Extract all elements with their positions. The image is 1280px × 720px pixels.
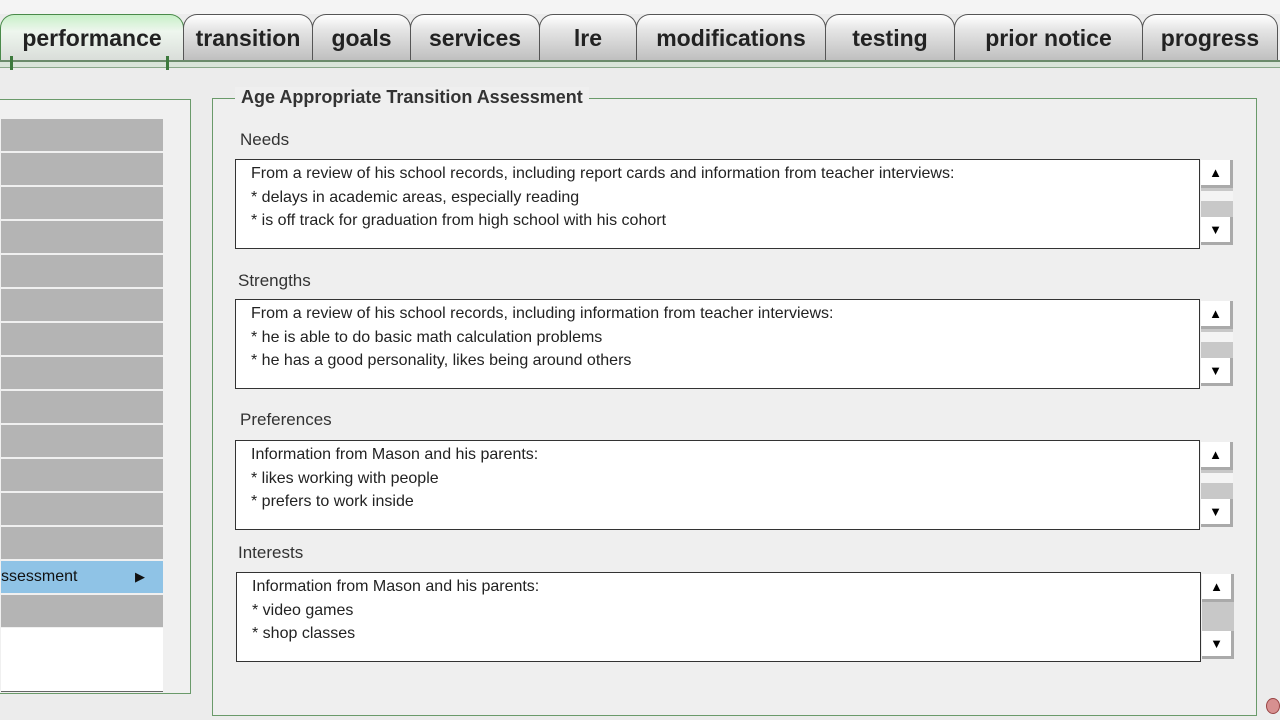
scroll-thumb[interactable]: [1201, 473, 1233, 483]
scroll-down-icon[interactable]: ▼: [1202, 631, 1234, 659]
sidebar-item[interactable]: [1, 595, 163, 627]
sidebar-item[interactable]: [1, 221, 163, 253]
scroll-up-icon[interactable]: ▲: [1201, 301, 1233, 329]
sidebar-item[interactable]: [1, 357, 163, 389]
text-line: From a review of his school records, including information from teacher interviews:: [251, 305, 834, 322]
needs-textarea[interactable]: [235, 159, 1200, 249]
scroll-up-icon[interactable]: ▲: [1202, 574, 1234, 602]
scroll-thumb[interactable]: [1201, 332, 1233, 342]
tab-marker: [10, 56, 13, 70]
scroll-track[interactable]: [1202, 602, 1234, 631]
text-line: * likes working with people: [251, 469, 439, 487]
strengths-label: Strengths: [238, 271, 311, 290]
interests-scrollbar[interactable]: [1202, 574, 1234, 664]
tab-prior-notice[interactable]: prior notice: [954, 14, 1143, 62]
sidebar-item[interactable]: [1, 153, 163, 185]
arrow-right-icon: ▶: [135, 569, 145, 584]
tab-testing[interactable]: testing: [825, 14, 955, 62]
tab-services[interactable]: services: [410, 14, 540, 62]
tab-performance[interactable]: performance: [0, 14, 184, 62]
tab-progress[interactable]: progress: [1142, 14, 1278, 62]
preferences-label: Preferences: [240, 410, 332, 429]
tab-bar: [0, 14, 1280, 62]
scroll-up-icon[interactable]: ▲: [1201, 160, 1233, 188]
transition-assessment-panel: [212, 87, 1257, 716]
sidebar-item[interactable]: [1, 119, 163, 151]
tab-marker: [166, 56, 169, 70]
strengths-textarea[interactable]: [235, 299, 1200, 389]
sidebar-item[interactable]: [1, 527, 163, 559]
sidebar-item-label: ssessment: [1, 568, 78, 585]
sidebar-item[interactable]: [1, 493, 163, 525]
tab-transition[interactable]: transition: [183, 14, 313, 62]
sidebar-item[interactable]: [1, 391, 163, 423]
text-line: * prefers to work inside: [251, 493, 414, 510]
strengths-scrollbar[interactable]: [1201, 301, 1233, 391]
sidebar-item[interactable]: [1, 187, 163, 219]
tab-goals[interactable]: goals: [312, 14, 411, 62]
text-line: * delays in academic areas, especially reading: [251, 188, 580, 206]
sidebar-item[interactable]: [1, 425, 163, 457]
needs-scrollbar[interactable]: [1201, 160, 1233, 250]
top-bar: [0, 0, 1280, 14]
preferences-scrollbar[interactable]: [1201, 442, 1233, 532]
scroll-down-icon[interactable]: ▼: [1201, 499, 1233, 527]
interests-textarea[interactable]: [236, 572, 1201, 662]
text-line: Information from Mason and his parents:: [251, 446, 539, 463]
section-title: Age Appropriate Transition Assessment: [235, 87, 589, 108]
tab-modifications[interactable]: modifications: [636, 14, 826, 62]
sidebar-item[interactable]: [1, 459, 163, 491]
text-line: * he is able to do basic math calculation problems: [251, 328, 603, 346]
interests-label: Interests: [238, 543, 304, 562]
needs-label: Needs: [240, 130, 290, 149]
tab-underline: [0, 60, 1280, 68]
text-line: * shop classes: [252, 625, 356, 642]
text-line: From a review of his school records, including report cards and information from teacher interviews:: [251, 165, 955, 182]
sidebar-list: [0, 99, 191, 694]
sidebar-item-selected[interactable]: [1, 561, 163, 593]
sidebar-item[interactable]: [1, 255, 163, 287]
text-line: Information from Mason and his parents:: [252, 578, 540, 595]
sidebar-empty-area: [1, 628, 163, 692]
text-line: * video games: [252, 601, 354, 619]
scroll-up-icon[interactable]: ▲: [1201, 442, 1233, 470]
preferences-textarea[interactable]: [235, 440, 1200, 530]
sidebar-item[interactable]: [1, 323, 163, 355]
text-line: * is off track for graduation from high school with his cohort: [251, 212, 667, 229]
status-indicator-icon: [1266, 698, 1280, 714]
scroll-down-icon[interactable]: ▼: [1201, 217, 1233, 245]
scroll-down-icon[interactable]: ▼: [1201, 358, 1233, 386]
sidebar-item[interactable]: [1, 289, 163, 321]
scroll-thumb[interactable]: [1201, 191, 1233, 201]
text-line: * he has a good personality, likes being around others: [251, 352, 632, 369]
tab-lre[interactable]: lre: [539, 14, 637, 62]
